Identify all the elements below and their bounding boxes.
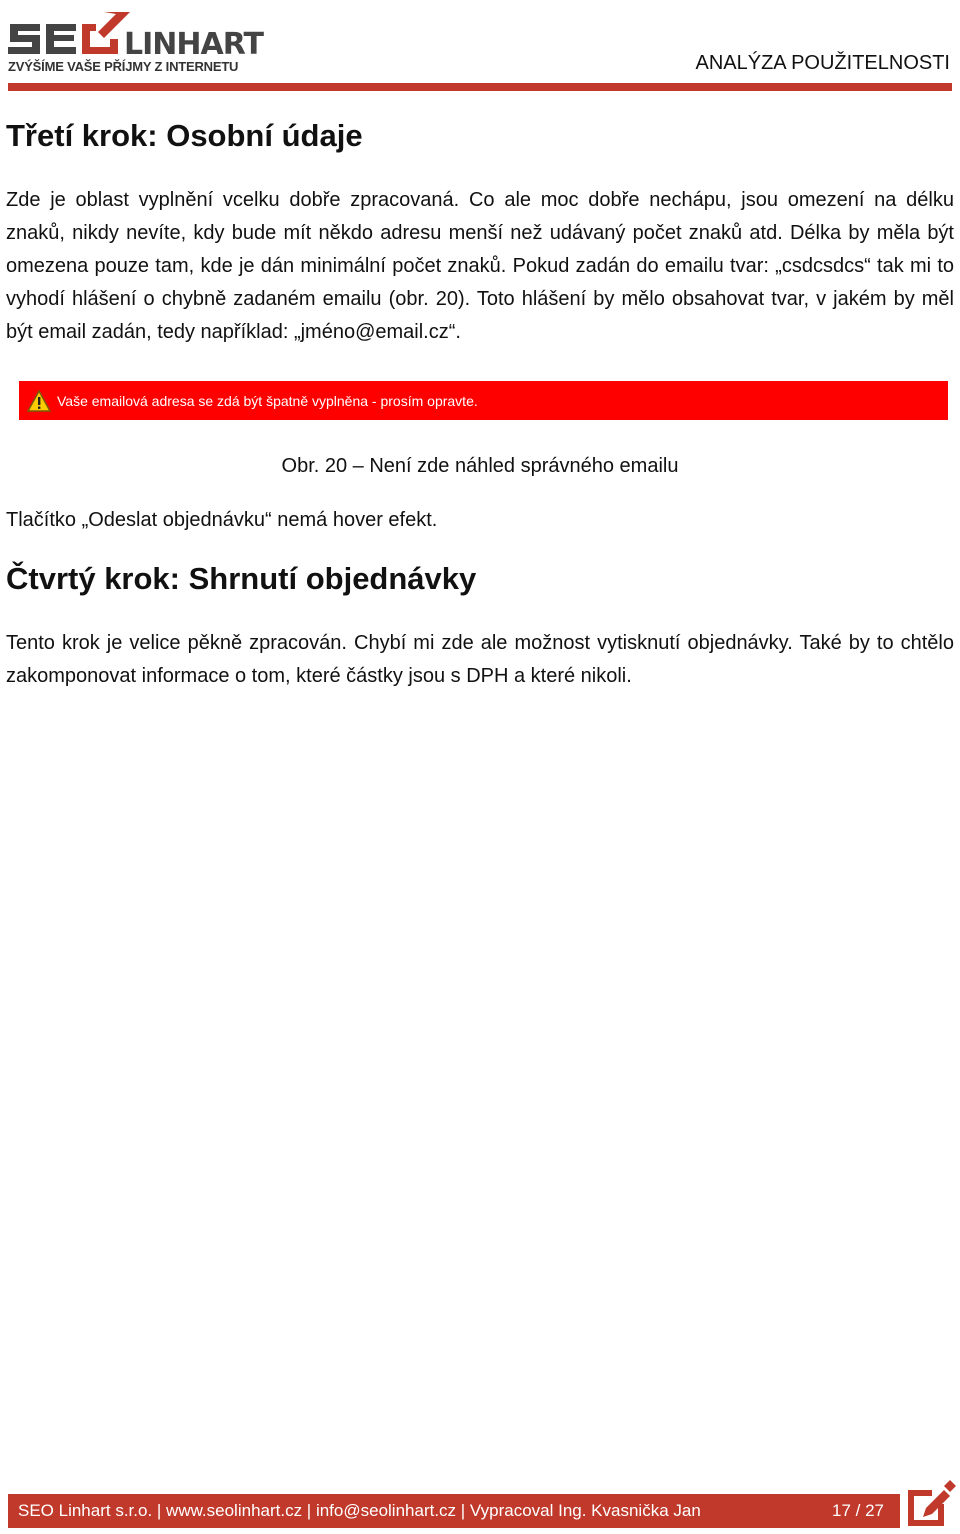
edit-icon [904, 1478, 956, 1530]
svg-text:LINHART: LINHART [124, 27, 263, 58]
hover-note: Tlačítko „Odeslat objednávku“ nemá hover efekt. [6, 509, 438, 531]
section-heading-step4: Čtvrtý krok: Shrnutí objednávky [6, 561, 477, 596]
section3-paragraph: Zde je oblast vyplnění vcelku dobře zpracovaná. Co ale moc dobře nechápu, jsou omezení na délku znaků, nikdy nevíte, kdy bude mít někdo adresu menší než udávaný počet znaků atd. Délka by měla být omezena pouze tam, kde je dán minimální počet znaků. Pokud zadán do emailu tvar: „csdcsdcs“ tak mi to vyhodí hlášení o chybně zadaném emailu (obr. 20). Toto hlášení by mělo obsahovat tvar, v jakém by měl být email zadán, tedy například: „jméno@email.cz“. [6, 189, 954, 343]
footer-bar [8, 1494, 900, 1528]
section-heading-step3: Třetí krok: Osobní údaje [6, 118, 363, 153]
section4-paragraph: Tento krok je velice pěkně zpracován. Chybí mi zde ale možnost vytisknutí objednávky. Také by to chtělo zakomponovat informace o tom, které částky jsou s DPH a které nikoli. [6, 632, 954, 687]
logo-tagline: ZVÝŠÍME VAŠE PŘÍJMY Z INTERNETU [8, 59, 239, 74]
page-number: 17 / 27 [832, 1501, 884, 1520]
warning-icon [27, 390, 51, 412]
header-divider [8, 83, 952, 91]
email-error-banner [19, 381, 948, 420]
footer-text: SEO Linhart s.r.o. | www.seolinhart.cz | info@seolinhart.cz | Vypracoval Ing. Kvasnička Jan [18, 1501, 701, 1520]
figure-caption: Obr. 20 – Není zde náhled správného emailu [281, 455, 679, 477]
error-message: Vaše emailová adresa se zdá být špatně vyplněna - prosím opravte. [57, 392, 478, 409]
document-title: ANALÝZA POUŽITELNOSTI [695, 52, 950, 74]
